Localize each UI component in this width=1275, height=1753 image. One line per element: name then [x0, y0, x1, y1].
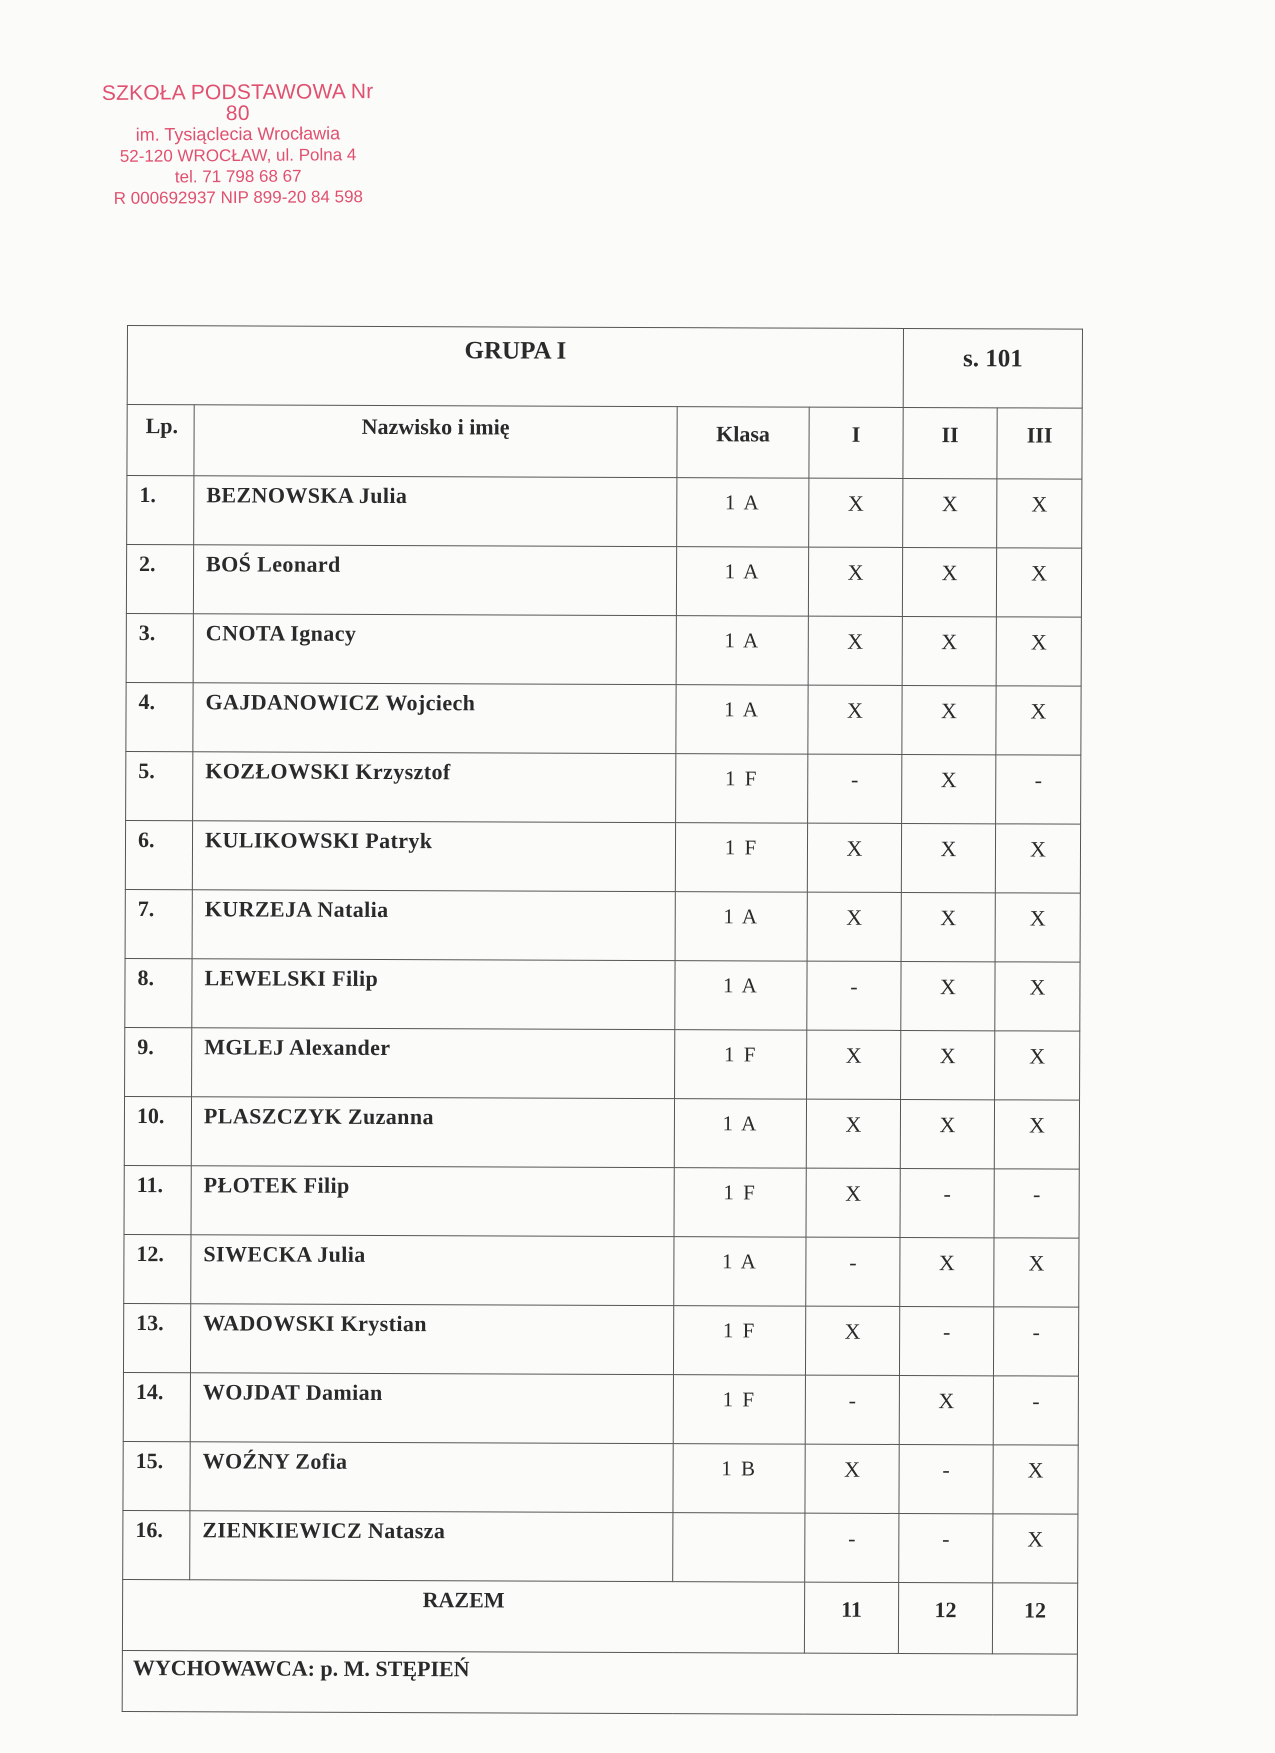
table-row [125, 1027, 1080, 1100]
mark-iii: X [995, 1031, 1080, 1100]
mark-i: X [807, 892, 901, 961]
mark-ii: X [900, 1099, 994, 1168]
mark-iii: - [996, 755, 1081, 824]
mark-i: - [806, 1237, 900, 1306]
row-number: 4. [126, 682, 193, 751]
row-number: 10. [124, 1096, 191, 1165]
mark-ii: X [903, 478, 997, 547]
mark-ii: - [899, 1513, 993, 1582]
row-number: 1. [127, 476, 194, 545]
table-row [123, 1510, 1078, 1583]
row-number: 9. [125, 1027, 192, 1096]
row-number: 13. [123, 1303, 190, 1372]
student-name: CNOTA Ignacy [193, 614, 676, 685]
homeroom-teacher: WYCHOWAWCA: p. M. STĘPIEŃ [122, 1650, 1077, 1715]
table-row [126, 545, 1081, 618]
mark-i: X [806, 1099, 900, 1168]
mark-ii: X [901, 961, 995, 1030]
student-name: BOŚ Leonard [193, 545, 676, 616]
column-header-i: I [809, 407, 903, 478]
student-class: 1 B [673, 1444, 805, 1514]
mark-iii: X [996, 548, 1081, 617]
row-number: 2. [126, 545, 193, 614]
total-i: 11 [804, 1582, 898, 1653]
row-number: 7. [125, 889, 192, 958]
mark-i: X [807, 823, 901, 892]
mark-iii: X [994, 1100, 1079, 1169]
mark-ii: - [899, 1306, 993, 1375]
mark-i: X [808, 685, 902, 754]
table-row [125, 958, 1080, 1031]
mark-iii: X [993, 1514, 1078, 1583]
student-name: PLASZCZYK Zuzanna [191, 1097, 674, 1168]
student-name: WOŹNY Zofia [190, 1442, 673, 1513]
table-row [126, 751, 1081, 824]
column-header-lp: Lp. [127, 405, 194, 476]
mark-iii: X [997, 479, 1082, 548]
mark-iii: X [995, 962, 1080, 1031]
table-title-row [127, 326, 1082, 409]
student-name: WOJDAT Damian [190, 1373, 673, 1444]
mark-ii: X [902, 685, 996, 754]
school-stamp [88, 81, 389, 209]
student-name: BEZNOWSKA Julia [194, 476, 677, 547]
totals-label: RAZEM [122, 1579, 804, 1653]
student-class: 1 A [674, 1099, 806, 1169]
stamp-registry-ids: R 000692937 NIP 899-20 84 598 [113, 187, 364, 208]
mark-iii: X [995, 824, 1080, 893]
mark-i: - [805, 1375, 899, 1444]
mark-iii: - [993, 1307, 1078, 1376]
mark-i: X [809, 478, 903, 547]
stamp-school-patron: im. Tysiąclecia Wrocławia [135, 123, 341, 145]
table-row [124, 1096, 1079, 1169]
student-name: WADOWSKI Krystian [190, 1304, 673, 1375]
table-row [123, 1303, 1078, 1376]
student-class: 1 F [676, 754, 808, 824]
student-class: 1 A [675, 961, 807, 1031]
row-number: 16. [123, 1510, 190, 1579]
student-class: 1 F [673, 1306, 805, 1376]
mark-i: - [807, 961, 901, 1030]
totals-row [122, 1579, 1077, 1654]
student-class: 1 A [675, 892, 807, 962]
mark-ii: X [901, 823, 995, 892]
mark-iii: - [994, 1169, 1079, 1238]
mark-iii: X [996, 617, 1081, 686]
group-list-sheet [122, 325, 1082, 1716]
mark-ii: - [899, 1444, 993, 1513]
mark-i: X [807, 1030, 901, 1099]
mark-i: - [808, 754, 902, 823]
table-row [126, 613, 1081, 686]
stamp-phone: tel. 71 798 68 67 [174, 166, 302, 187]
mark-ii: X [901, 1030, 995, 1099]
mark-iii: X [996, 686, 1081, 755]
total-iii: 12 [992, 1583, 1077, 1654]
row-number: 6. [125, 820, 192, 889]
student-name: KOZŁOWSKI Krzysztof [193, 752, 676, 823]
student-class: 1 A [677, 478, 809, 548]
table-row [124, 1165, 1079, 1238]
mark-i: - [805, 1513, 899, 1582]
student-class: 1 A [676, 547, 808, 617]
mark-iii: X [994, 1238, 1079, 1307]
group-title: GRUPA I [127, 326, 903, 408]
student-name: MGLEJ Alexander [192, 1028, 675, 1099]
student-class: 1 A [674, 1237, 806, 1307]
mark-i: X [808, 547, 902, 616]
table-row [125, 820, 1080, 893]
mark-i: X [808, 616, 902, 685]
student-name: KULIKOWSKI Patryk [192, 821, 675, 892]
mark-iii: - [993, 1376, 1078, 1445]
student-class: 1 A [676, 616, 808, 686]
footer-row [122, 1650, 1077, 1715]
table-row [123, 1372, 1078, 1445]
student-rows [123, 476, 1082, 1584]
column-header-iii: III [997, 408, 1082, 479]
student-name: PŁOTEK Filip [191, 1166, 674, 1237]
row-number: 12. [124, 1234, 191, 1303]
mark-ii: X [901, 892, 995, 961]
student-class: 1 A [676, 685, 808, 755]
row-number: 8. [125, 958, 192, 1027]
mark-i: X [805, 1444, 899, 1513]
table-row [123, 1441, 1078, 1514]
student-name: ZIENKIEWICZ Natasza [190, 1511, 673, 1582]
student-name: SIWECKA Julia [191, 1235, 674, 1306]
student-name: KURZEJA Natalia [192, 890, 675, 961]
room-number: s. 101 [903, 328, 1082, 408]
table-row [126, 682, 1081, 755]
row-number: 5. [126, 751, 193, 820]
row-number: 14. [123, 1372, 190, 1441]
student-class: 1 F [675, 823, 807, 893]
student-name: LEWELSKI Filip [192, 959, 675, 1030]
stamp-address: 52-120 WROCŁAW, ul. Polna 4 [119, 145, 357, 166]
column-header-ii: II [903, 407, 997, 478]
total-ii: 12 [898, 1582, 992, 1653]
student-class: 1 F [673, 1375, 805, 1445]
table-row [124, 1234, 1079, 1307]
table-row [127, 476, 1082, 549]
mark-iii: X [993, 1445, 1078, 1514]
stamp-school-name: SZKOŁA PODSTAWOWA Nr 80 [101, 80, 374, 126]
mark-ii: X [902, 616, 996, 685]
group-table [122, 325, 1083, 1716]
mark-ii: X [899, 1375, 993, 1444]
mark-ii: X [900, 1237, 994, 1306]
table-row [125, 889, 1080, 962]
row-number: 11. [124, 1165, 191, 1234]
column-header-name: Nazwisko i imię [194, 405, 677, 478]
column-header-klasa: Klasa [677, 407, 809, 479]
mark-ii: X [902, 754, 996, 823]
column-header-row [127, 405, 1082, 480]
student-class: 1 F [674, 1168, 806, 1238]
mark-ii: X [902, 547, 996, 616]
student-name: GAJDANOWICZ Wojciech [193, 683, 676, 754]
row-number: 3. [126, 613, 193, 682]
mark-i: X [805, 1306, 899, 1375]
student-class: 1 F [675, 1030, 807, 1100]
mark-iii: X [995, 893, 1080, 962]
mark-i: X [806, 1168, 900, 1237]
student-class [673, 1513, 805, 1583]
row-number: 15. [123, 1441, 190, 1510]
mark-ii: - [900, 1168, 994, 1237]
